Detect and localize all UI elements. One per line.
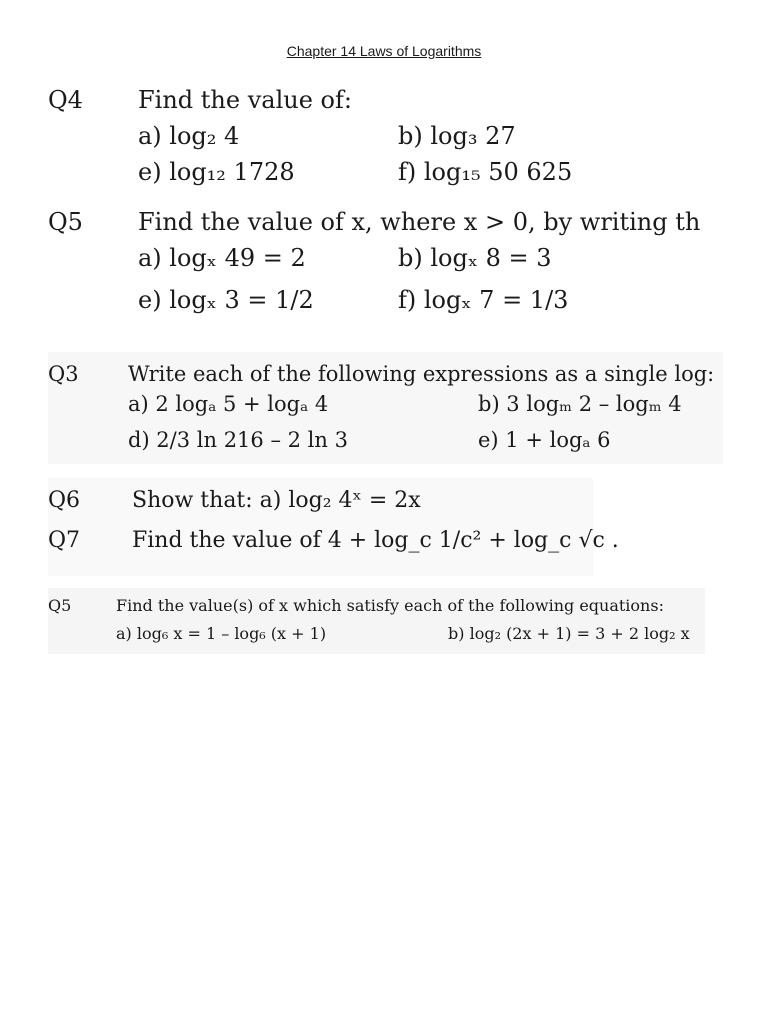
question-q4 (48, 78, 608, 198)
q4-part-e: e) log₁₂ 1728 (138, 158, 295, 186)
question-prompt: Write each of the following expressions as a single log: (128, 362, 715, 386)
question-prompt: Find the value(s) of x which satisfy each of the following equations: (116, 596, 664, 615)
q5b-part-a: a) log₆ x = 1 – log₆ (x + 1) (116, 624, 327, 643)
q4-part-b: b) log₃ 27 (398, 122, 516, 150)
q5-part-e: e) logₓ 3 = 1/2 (138, 286, 314, 314)
q6-text: Show that: a) log₂ 4ˣ = 2x (132, 488, 421, 513)
question-label: Q5 (48, 208, 83, 236)
q4-part-f: f) log₁₅ 50 625 (398, 158, 573, 186)
q3-part-b: b) 3 logₘ 2 – logₘ 4 (478, 392, 682, 416)
question-label: Q6 (48, 488, 81, 513)
questions-q6-q7 (48, 478, 619, 576)
q5b-part-b: b) log₂ (2x + 1) = 3 + 2 log₂ x (448, 624, 690, 643)
q3-part-d: d) 2/3 ln 216 – 2 ln 3 (128, 428, 348, 452)
question-q3 (48, 352, 723, 464)
question-prompt: Find the value of x, where x > 0, by writing th (138, 208, 701, 236)
q5-part-a: a) logₓ 49 = 2 (138, 244, 306, 272)
q7-text: Find the value of 4 + log_c 1/c² + log_c √c . (132, 528, 619, 553)
page-title: Chapter 14 Laws of Logarithms (286, 43, 482, 59)
question-label: Q5 (48, 596, 72, 615)
question-label: Q4 (48, 86, 83, 114)
q3-part-a: a) 2 logₐ 5 + logₐ 4 (128, 392, 329, 416)
question-prompt: Find the value of: (138, 86, 352, 114)
q4-part-a: a) log₂ 4 (138, 122, 240, 150)
q3-part-e: e) 1 + logₐ 6 (478, 428, 611, 452)
question-q5-second (48, 588, 705, 654)
q5-part-b: b) logₓ 8 = 3 (398, 244, 552, 272)
question-label: Q7 (48, 528, 81, 553)
question-q5-first (48, 198, 701, 338)
question-label: Q3 (48, 362, 79, 386)
q5-part-f: f) logₓ 7 = 1/3 (398, 286, 569, 314)
